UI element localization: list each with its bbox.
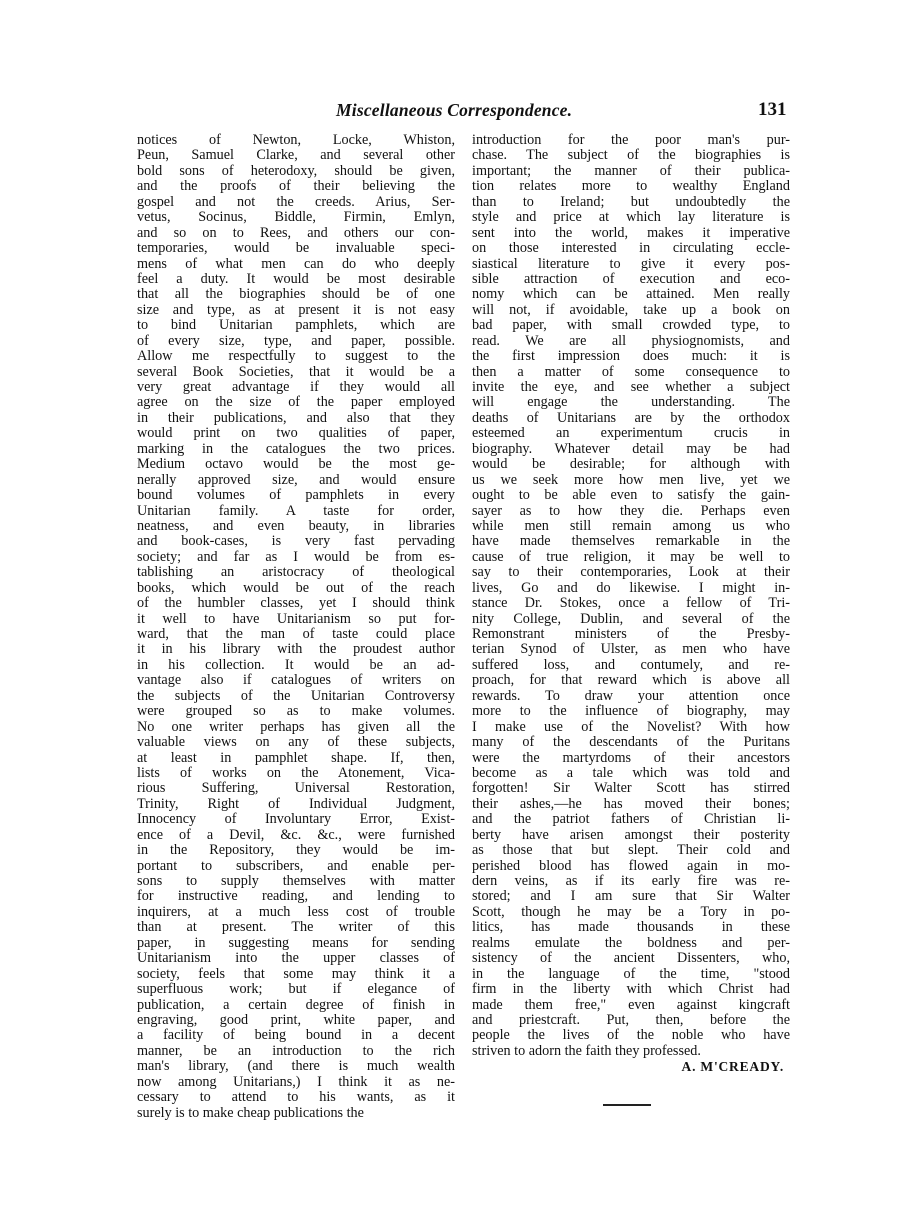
text-line: in his collection. It would be an ad-	[137, 657, 455, 673]
text-line: nity College, Dublin, and several of the	[472, 611, 790, 627]
page-header	[0, 100, 914, 132]
text-line: perished blood has flowed again in mo-	[472, 858, 790, 874]
text-line: biography. Whatever detail may be had	[472, 441, 790, 457]
text-line: terian Synod of Ulster, as men who have	[472, 642, 790, 658]
text-line: Peun, Samuel Clarke, and several other	[137, 148, 455, 164]
running-title: Miscellaneous Correspondence.	[336, 100, 573, 120]
text-line: neatness, and even beauty, in libraries	[137, 518, 455, 534]
text-line: ought to be able even to satisfy the gain-	[472, 488, 790, 504]
text-line: suffered loss, and contumely, and re-	[472, 657, 790, 673]
text-line: bold sons of heterodoxy, should be given,	[137, 163, 455, 179]
text-line: of the humbler classes, yet I should think	[137, 596, 455, 612]
text-line: Scott, though he may be a Tory in po-	[472, 904, 790, 920]
text-line: publication, a certain degree of finish in	[137, 997, 455, 1013]
text-line: feel a duty. It would be most desirable	[137, 271, 455, 287]
text-line: for instructive reading, and lending to	[137, 889, 455, 905]
text-line: I make use of the Novelist? With how	[472, 719, 790, 735]
text-line: have made themselves remarkable in the	[472, 534, 790, 550]
text-line: marking in the catalogues the two prices.	[137, 441, 455, 457]
text-line: notices of Newton, Locke, Whiston,	[137, 133, 455, 148]
text-line: and priestcraft. Put, then, before the	[472, 1012, 790, 1028]
text-line: become as a tale which was told and	[472, 765, 790, 781]
text-line: bad paper, with small crowded type, to	[472, 318, 790, 334]
text-line: agree on the size of the paper employed	[137, 395, 455, 411]
text-line: will engage the understanding. The	[472, 395, 790, 411]
text-line: siastical literature to give it every pos-	[472, 256, 790, 272]
text-line: than to Ireland; but undoubtedly the	[472, 194, 790, 210]
text-line: ward, that the man of taste could place	[137, 627, 455, 642]
text-line: us we seek more how men live, yet we	[472, 472, 790, 488]
text-line: firm in the liberty with which Christ had	[472, 982, 790, 998]
text-line: that all the biographies should be of one	[137, 287, 455, 303]
text-line: the first impression does much: it is	[472, 349, 790, 365]
text-line: as those that but slept. Their cold and	[472, 843, 790, 859]
text-line: tablishing an aristocracy of theological	[137, 565, 455, 581]
text-line: deaths of Unitarians are by the orthodox	[472, 410, 790, 426]
text-line: important; the manner of their publica-	[472, 163, 790, 179]
text-line: of every size, type, and paper, possible.	[137, 333, 455, 349]
text-line: many of the descendants of the Puritans	[472, 735, 790, 751]
text-line: esteemed an experimentum crucis in	[472, 426, 790, 442]
text-line: now among Unitarians,) I think it as ne-	[137, 1074, 455, 1090]
text-line: people the lives of the noble who have	[472, 1028, 790, 1044]
text-line: Trinity, Right of Individual Judgment,	[137, 796, 455, 812]
text-line: very great advantage if they would all	[137, 380, 455, 395]
text-line: it in his library with the proudest author	[137, 642, 455, 658]
text-line: a facility of being bound in a decent	[137, 1028, 455, 1044]
text-line: in their publications, and also that they	[137, 410, 455, 426]
page-number: 131	[758, 99, 787, 120]
text-line: forgotten! Sir Walter Scott has stirred	[472, 781, 790, 797]
text-line: realms emulate the boldness and per-	[472, 935, 790, 951]
text-line: litics, has made thousands in these	[472, 920, 790, 936]
text-line: vantage also if catalogues of writers on	[137, 673, 455, 689]
text-line: paper, in suggesting means for sending	[137, 935, 455, 951]
text-line: Unitarian family. A taste for order,	[137, 503, 455, 519]
text-line: read. We are all physiognomists, and	[472, 333, 790, 349]
text-line: sistency of the ancient Dissenters, who,	[472, 951, 790, 967]
text-line: will not, if avoidable, take up a book on	[472, 302, 790, 318]
text-line: were grouped so as to make volumes.	[137, 704, 455, 720]
text-line: mens of what men can do who deeply	[137, 256, 455, 272]
text-line: introduction for the poor man's pur-	[472, 133, 790, 148]
text-line: surely is to make cheap publications the	[137, 1105, 364, 1121]
text-line: while men still remain among us who	[472, 518, 790, 534]
text-line: then a matter of some consequence to	[472, 364, 790, 380]
text-line: the subjects of the Unitarian Controversy	[137, 688, 455, 704]
text-line: Allow me respectfully to suggest to the	[137, 349, 455, 365]
text-line: society, feels that some may think it a	[137, 966, 455, 982]
text-line: dern veins, as if its early fire was re-	[472, 874, 790, 889]
text-line: Medium octavo would be the most ge-	[137, 457, 455, 473]
text-line: Innocency of Involuntary Error, Exist-	[137, 812, 455, 828]
text-line: books, which would be out of the reach	[137, 580, 455, 596]
text-line: stored; and I am sure that Sir Walter	[472, 889, 790, 905]
text-line: Unitarianism into the upper classes of	[137, 951, 455, 967]
text-line: bound volumes of pamphlets in every	[137, 488, 455, 504]
text-line: proach, for that reward which is above all	[472, 673, 790, 689]
right-text-column	[472, 133, 790, 1075]
text-line: sent into the world, makes it imperative	[472, 225, 790, 241]
author-signature: A. M'CREADY.	[681, 1059, 784, 1075]
text-line: temporaries, would be invaluable speci-	[137, 241, 455, 257]
text-line: striven to adorn the faith they professed.	[472, 1043, 701, 1059]
text-line: rewards. To draw your attention once	[472, 688, 790, 704]
text-line: nomy which can be attained. Men really	[472, 287, 790, 303]
text-line: and book-cases, is very fast pervading	[137, 534, 455, 550]
text-line: valuable views on any of these subjects,	[137, 735, 455, 751]
text-line: invite the eye, and see whether a subject	[472, 380, 790, 395]
text-line: in the language of the time, "stood	[472, 966, 790, 982]
text-line: Remonstrant ministers of the Presby-	[472, 627, 790, 642]
text-line: rious Suffering, Universal Restoration,	[137, 781, 455, 797]
text-line: sons to supply themselves with matter	[137, 874, 455, 889]
text-line: several Book Societies, that it would be a	[137, 364, 455, 380]
text-line: inquirers, at a much less cost of trouble	[137, 904, 455, 920]
text-line: at least in pamphlet shape. If, then,	[137, 750, 455, 766]
text-line: style and price at which lay literature is	[472, 210, 790, 226]
text-line: made them free," even against kingcraft	[472, 997, 790, 1013]
text-line: would print on two qualities of paper,	[137, 426, 455, 442]
text-line: to bind Unitarian pamphlets, which are	[137, 318, 455, 334]
text-line: sible attraction of execution and eco-	[472, 271, 790, 287]
text-line: berty have arisen amongst their posterity	[472, 827, 790, 843]
text-line: superfluous work; but if elegance of	[137, 982, 455, 998]
text-line: and the proofs of their believing the	[137, 179, 455, 195]
text-line: nerally approved size, and would ensure	[137, 472, 455, 488]
text-line: and so on to Rees, and others our con-	[137, 225, 455, 241]
text-line: society; and far as I would be from es-	[137, 549, 455, 565]
text-line: sayer as to how they die. Perhaps even	[472, 503, 790, 519]
text-line: their ashes,—he has moved their bones;	[472, 796, 790, 812]
text-line: cause of true religion, it may be well to	[472, 549, 790, 565]
text-line: engraving, good print, white paper, and	[137, 1012, 455, 1028]
text-line: more to the influence of biography, may	[472, 704, 790, 720]
end-rule	[603, 1104, 651, 1106]
text-line: size and type, as at present it is not easy	[137, 302, 455, 318]
text-line: man's library, (and there is much wealth	[137, 1059, 455, 1075]
text-line: cessary to attend to his wants, as it	[137, 1090, 455, 1106]
text-line: say to their contemporaries, Look at their	[472, 565, 790, 581]
text-line: tion relates more to wealthy England	[472, 179, 790, 195]
text-line: No one writer perhaps has given all the	[137, 719, 455, 735]
text-line: on those interested in circulating eccle-	[472, 241, 790, 257]
text-line: vetus, Socinus, Biddle, Firmin, Emlyn,	[137, 210, 455, 226]
text-line: portant to subscribers, and enable per-	[137, 858, 455, 874]
text-line: chase. The subject of the biographies is	[472, 148, 790, 164]
text-line: gospel and not the creeds. Arius, Ser-	[137, 194, 455, 210]
text-line: would be desirable; for although with	[472, 457, 790, 473]
text-line: lives, Go and do likewise. I might in-	[472, 580, 790, 596]
left-text-column	[137, 133, 455, 1121]
text-line: in the Repository, they would be im-	[137, 843, 455, 859]
text-line: were the martyrdoms of their ancestors	[472, 750, 790, 766]
text-line: lists of works on the Atonement, Vica-	[137, 765, 455, 781]
text-line: ence of a Devil, &c. &c., were furnished	[137, 827, 455, 843]
text-line: stance Dr. Stokes, once a fellow of Tri-	[472, 596, 790, 612]
text-line: manner, be an introduction to the rich	[137, 1043, 455, 1059]
text-line: it well to have Unitarianism so put for-	[137, 611, 455, 627]
text-line: than at present. The writer of this	[137, 920, 455, 936]
text-line: and the patriot fathers of Christian li-	[472, 812, 790, 828]
